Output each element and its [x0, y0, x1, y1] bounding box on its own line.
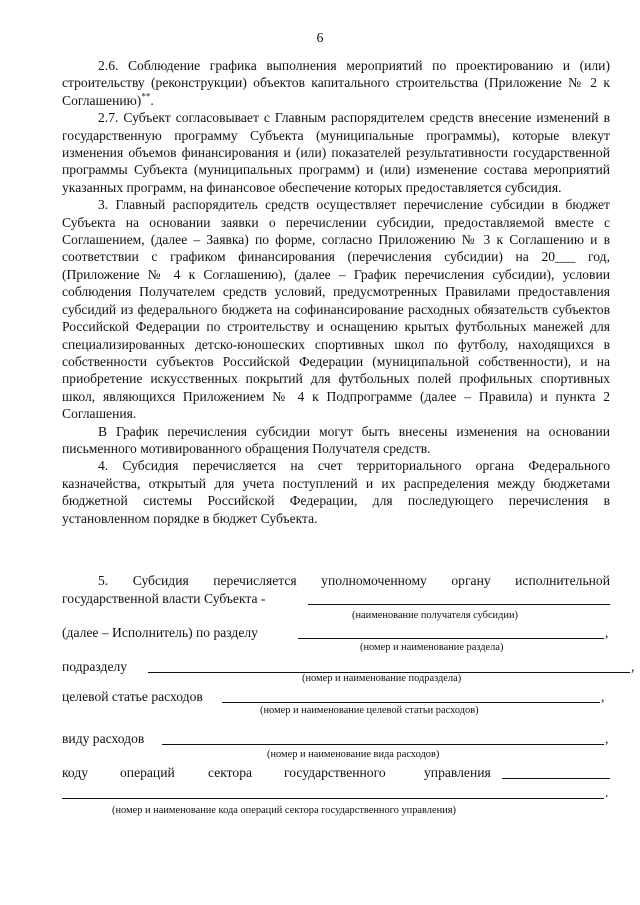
paragraph-2-6-end: . — [150, 92, 154, 108]
kod-continuation-row — [62, 784, 610, 801]
paragraph-2-6 — [62, 57, 610, 109]
kod-word-5: управления — [424, 765, 491, 780]
item-5-line-1 — [62, 572, 610, 589]
vid-label: виду расходов — [62, 731, 145, 746]
recipient-caption: (наименование получателя субсидии) — [352, 610, 518, 621]
vid-row — [62, 730, 610, 747]
page-number: 6 — [316, 30, 324, 45]
kod-field-short[interactable] — [502, 764, 610, 779]
paragraph-4: 4. Субсидия перечисляется на счет территориального органа Федерального казначейства, открытый для учета поступлений и их распределения между бюджетами бюджетной системы Российской Федерации, для последующего перечисления в установленном порядке в бюджет Субъекта. — [62, 458, 610, 526]
razdel-field[interactable] — [298, 624, 604, 639]
podrazdel-comma: , — [631, 659, 635, 674]
razdel-caption: (номер и наименование раздела) — [360, 642, 504, 653]
recipient-row — [62, 590, 610, 607]
kod-field-long[interactable] — [62, 784, 604, 799]
kod-word-1: коду — [62, 765, 89, 780]
kod-caption: (номер и наименование кода операций сектора государственного управления) — [112, 805, 456, 816]
kod-period: . — [605, 785, 609, 800]
kod-row — [62, 764, 610, 781]
paragraph-2-6-text: 2.6. Соблюдение графика выполнения мероприятий по проектированию и (или) строительству (реконструкции) объектов капитального строительства (Приложение № 2 к Соглашению) — [62, 58, 610, 108]
document-body — [62, 57, 610, 527]
podrazdel-caption: (номер и наименование подраздела) — [302, 673, 462, 684]
celevoi-row — [62, 688, 610, 705]
item-5-text-line-2: государственной власти Субъекта - — [62, 591, 266, 606]
footnote-mark: ** — [141, 91, 151, 102]
celevoi-field[interactable] — [222, 688, 600, 703]
item-5-form — [62, 572, 635, 832]
paragraph-2-7: 2.7. Субъект согласовывает с Главным распорядителем средств внесение изменений в государственную программу Субъекта (муниципальные программы), которые влекут изменения объемов финансирования и (или) показателей результативности государственной программы Субъекта (муниципальных программ) и (или) изменение состава мероприятий указанных программ, на финансовое обеспечение которых предоставляется субсидия. — [62, 110, 610, 195]
podrazdel-field[interactable] — [148, 658, 630, 673]
celevoi-label: целевой статье расходов — [62, 689, 203, 704]
vid-field[interactable] — [162, 730, 604, 745]
kod-word-2: операций — [120, 765, 175, 780]
razdel-label: (далее – Исполнитель) по разделу — [62, 625, 258, 640]
paragraph-schedule-changes: В График перечисления субсидии могут быть внесены изменения на основании письменного мотивированного обращения Получателя средств. — [62, 423, 610, 456]
vid-comma: , — [605, 731, 609, 746]
paragraph-3: 3. Главный распорядитель средств осуществляет перечисление субсидии в бюджет Субъекта на основании заявки о перечислении субсидии, предоставляемой вместе с Соглашением, (далее – Заявка) по форме, согласно Приложению № 3 к Соглашению и в соответствии с графиком финансирования (перечисления субсидии) на 20___ год, (Приложение № 4 к Соглашению), (далее – График перечисления субсидии), условии соблюдения Получателем средств условий, предусмотренных Правилами предоставления субсидий из федерального бюджета на софинансирование расходных обязательств субъектов Российской Федерации по строительству и оснащению крытых футбольных манежей для специализированных детско-юношеских спортивных школ по футболу, находящихся в собственности субъектов Российской Федерации (муниципальной собственности), и на приобретение искусственных покрытий для футбольных полей профильных спортивных школ, являющихся Приложением № 4 к Подпрограмме (далее – Правила) и пункта 2 Соглашения. — [62, 197, 610, 422]
kod-word-4: государственного — [284, 765, 386, 780]
celevoi-caption: (номер и наименование целевой статьи расходов) — [260, 705, 479, 716]
razdel-row — [62, 624, 610, 641]
recipient-field[interactable] — [308, 590, 610, 605]
razdel-comma: , — [605, 625, 609, 640]
celevoi-comma: , — [601, 689, 605, 704]
vid-caption: (номер и наименование вида расходов) — [267, 749, 440, 760]
kod-word-3: сектора — [208, 765, 253, 780]
podrazdel-label: подразделу — [62, 659, 128, 674]
item-5-text-line-1: 5. Субсидия перечисляется уполномоченному органу исполнительной — [98, 573, 610, 588]
